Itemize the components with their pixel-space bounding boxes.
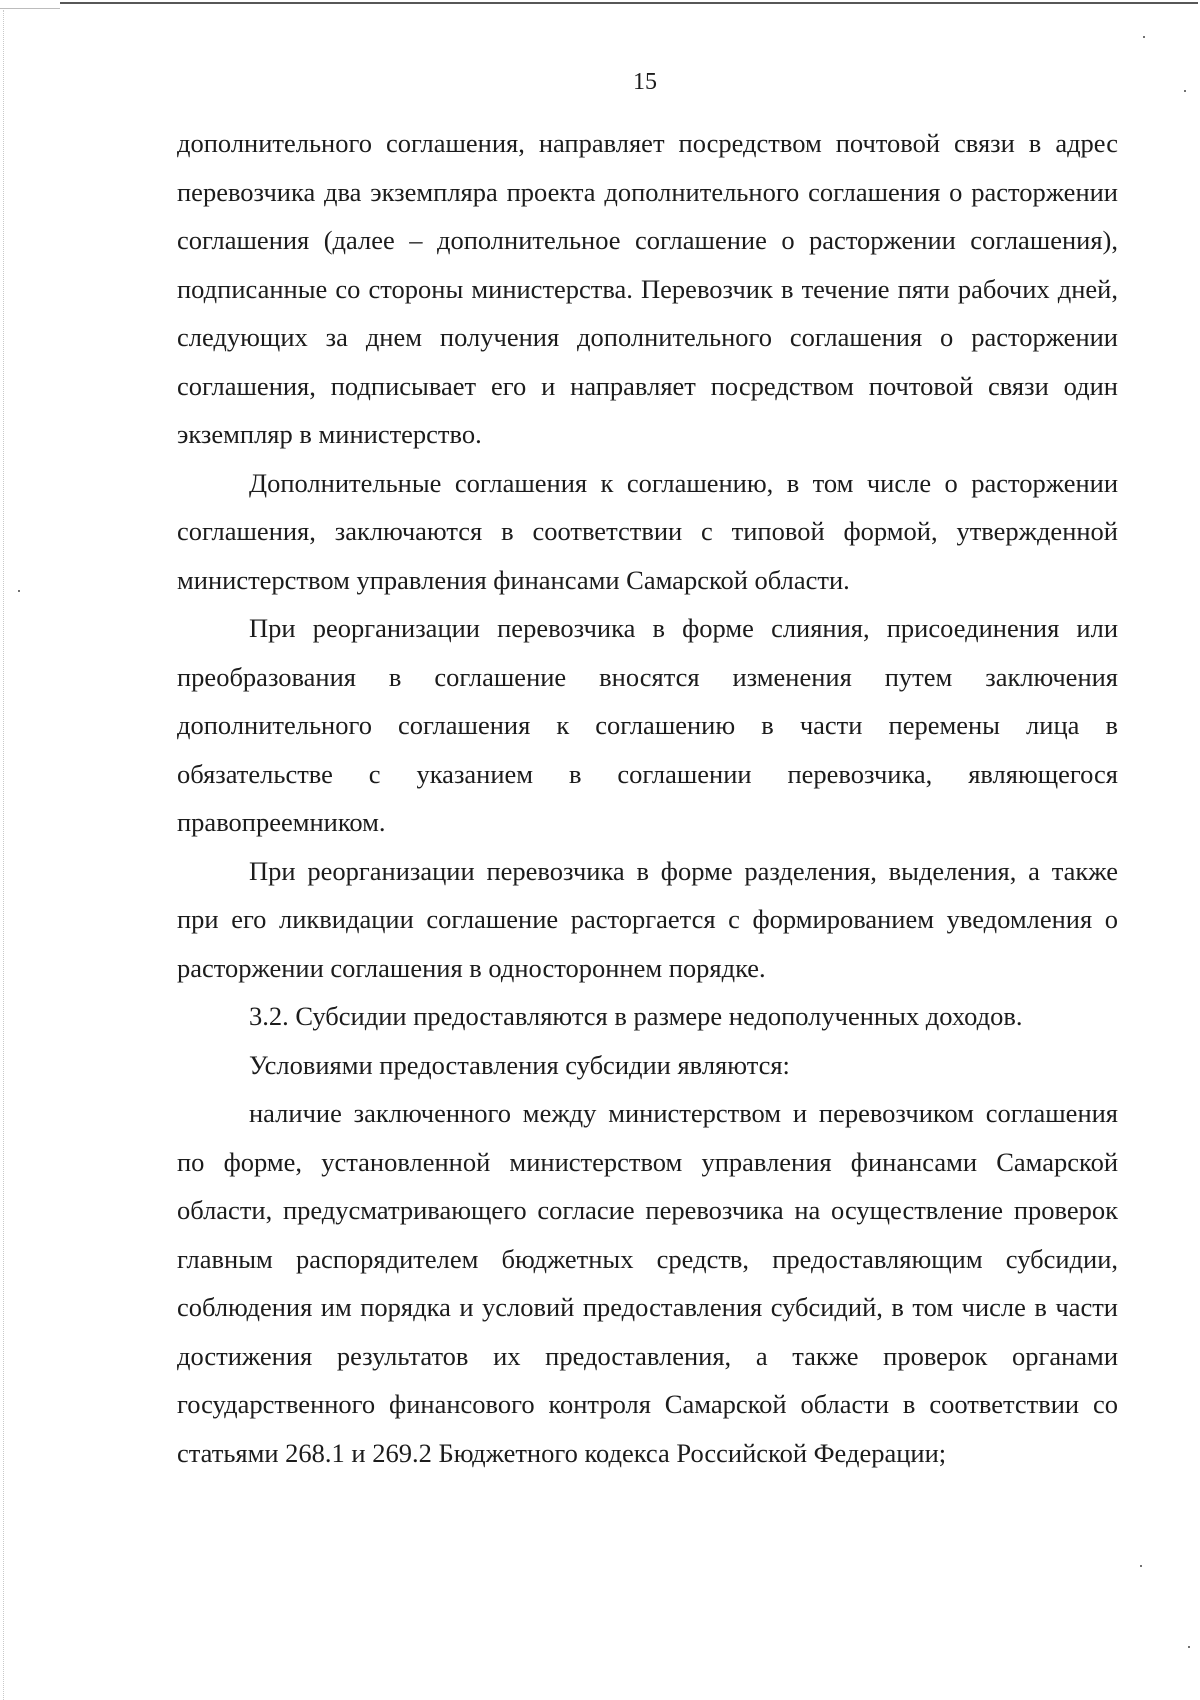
paragraph: При реорганизации перевозчика в форме слияния, присоединения или преобразования в соглашение вносятся изменения путем заключения дополнительного соглашения к соглашению в части перемены лица в обязательстве с указанием в соглашении перевозчика, являющегося правопреемником. <box>177 613 1118 837</box>
paragraph: При реорганизации перевозчика в форме разделения, выделения, а также при его ликвидации соглашение расторгается с формированием уведомления о расторжении соглашения в одностороннем порядке. <box>177 855 1118 983</box>
scan-speck <box>1188 1646 1190 1648</box>
scan-speck <box>18 590 20 592</box>
paragraph: Дополнительные соглашения к соглашению, в том числе о расторжении соглашения, заключаются в соответствии с типовой формой, утвержденной министерством управления финансами Самарской области. <box>177 467 1118 595</box>
scan-speck <box>1143 36 1145 38</box>
scan-speck <box>1140 1565 1142 1567</box>
paragraph: Условиями предоставления субсидии являются: <box>249 1049 790 1080</box>
document-body <box>177 119 1118 1477</box>
scan-left-edge <box>3 10 4 1700</box>
paragraph: наличие заключенного между министерством и перевозчиком соглашения по форме, установленной министерством управления финансами Самарской области, предусматривающего согласие перевозчика на осуществление проверок главным распорядителем бюджетных средств, предоставляющим субсидии, соблюдения им порядка и условий предоставления субсидий, в том числе в части достижения результатов их предоставления, а также проверок органами государственного финансового контроля Самарской области в соответствии со статьями 268.1 и 269.2 Бюджетного кодекса Российской Федерации; <box>177 1098 1118 1468</box>
scan-top-edge <box>60 2 1198 4</box>
paragraph: 3.2. Субсидии предоставляются в размере недополученных доходов. <box>249 1001 1023 1031</box>
scan-top-edge-faint <box>0 8 60 9</box>
page-number: 15 <box>633 69 657 95</box>
paragraph-continued: дополнительного соглашения, направляет посредством почтовой связи в адрес перевозчика два экземпляра проекта дополнительного соглашения о расторжении соглашения (далее – дополнительное соглашение о расторжении соглашения), подписанные со стороны министерства. Перевозчик в течение пяти рабочих дней, следующих за днем получения дополнительного соглашения о расторжении соглашения, подписывает его и направляет посредством почтовой связи один экземпляр в министерство. <box>177 128 1118 449</box>
